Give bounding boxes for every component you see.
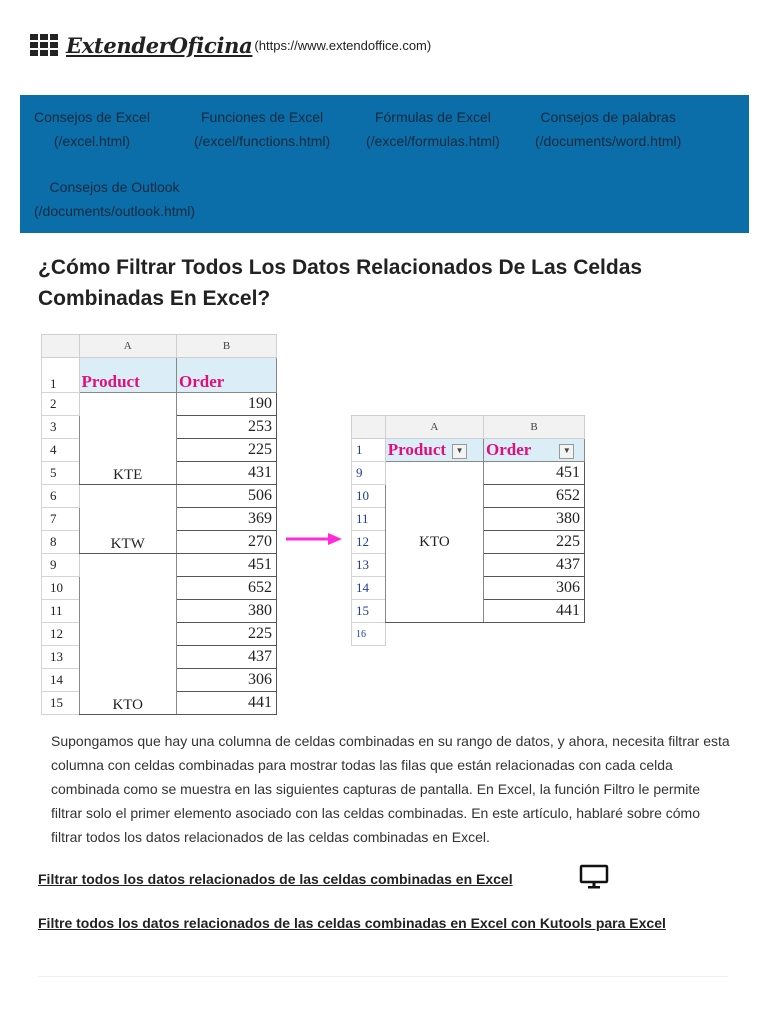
nav-link: (/documents/word.html) xyxy=(535,133,682,149)
column-header-b: B xyxy=(483,416,584,439)
order-value-cell: 451 xyxy=(483,462,584,485)
table-row xyxy=(42,485,277,508)
row-number: 12 xyxy=(352,531,386,554)
merged-cell-kte xyxy=(79,393,176,485)
order-value-cell: 441 xyxy=(483,600,584,623)
row-number: 15 xyxy=(42,692,80,715)
order-value-cell: 441 xyxy=(176,692,276,715)
corner-cell xyxy=(352,416,386,439)
row-number: 5 xyxy=(42,462,80,485)
order-value-cell: 431 xyxy=(176,462,276,485)
header-row xyxy=(352,439,585,462)
toc-link-filter-merged-cells[interactable]: Filtrar todos los datos relacionados de las celdas combinadas en Excel xyxy=(38,871,513,887)
table-row xyxy=(42,554,277,577)
nav-item-excel-functions[interactable] xyxy=(194,105,330,153)
url-close-paren: ) xyxy=(426,37,432,53)
table-row xyxy=(42,393,277,416)
row-number: 16 xyxy=(352,623,386,646)
row-number: 8 xyxy=(42,531,80,554)
spreadsheet-table xyxy=(351,415,585,646)
order-value-cell: 652 xyxy=(176,577,276,600)
page-title: ¿Cómo Filtrar Todos Los Datos Relacionados De Las Celdas Combinadas En Excel? xyxy=(38,256,643,310)
table-row xyxy=(352,623,585,646)
order-value-cell: 652 xyxy=(483,485,584,508)
toc-link-filter-kutools[interactable]: Filtre todos los datos relacionados de las celdas combinadas en Excel con Kutools para Excel xyxy=(38,915,666,931)
row-number: 13 xyxy=(352,554,386,577)
row-number: 1 xyxy=(42,358,80,393)
url-open-paren: ( xyxy=(254,37,259,53)
order-value-cell: 306 xyxy=(176,669,276,692)
row-number: 6 xyxy=(42,485,80,508)
nav-item-word-tips[interactable] xyxy=(535,105,681,153)
divider xyxy=(38,976,728,977)
order-value-cell: 437 xyxy=(483,554,584,577)
row-number: 12 xyxy=(42,623,80,646)
site-header xyxy=(30,30,431,60)
nav-item-excel-tips[interactable] xyxy=(34,105,150,153)
header-row xyxy=(42,358,277,393)
intro-paragraph: Supongamos que hay una columna de celdas combinadas en su rango de datos, y ahora, necesita filtrar esta columna con celdas combinadas para mostrar todas las filas que están relacionadas con cada celda combinada como se muestra en las siguientes capturas de pantalla. En Excel, la función Filtro le permite filtrar solo el primer elemento asociado con las celdas combinadas. En este artículo, hablaré sobre cómo filtrar todos los datos relacionados de las celdas combinadas en Excel. xyxy=(51,733,730,845)
row-number: 2 xyxy=(42,393,80,416)
arrow-shape xyxy=(286,533,342,545)
merged-cell-label: KTE xyxy=(113,467,143,483)
order-header-cell xyxy=(483,439,584,462)
nav-link: (/excel/functions.html) xyxy=(194,133,331,149)
order-value-cell: 306 xyxy=(483,577,584,600)
empty-cell xyxy=(385,623,483,646)
empty-cell xyxy=(483,623,584,646)
row-number: 13 xyxy=(42,646,80,669)
order-value-cell: 506 xyxy=(176,485,276,508)
column-header-row xyxy=(352,416,585,439)
site-url-link[interactable]: https://www.extendoffice.com xyxy=(258,37,427,53)
row-number: 4 xyxy=(42,439,80,462)
row-number: 14 xyxy=(42,669,80,692)
site-url xyxy=(254,38,431,53)
nav-label: Fórmulas de Excel xyxy=(374,109,491,125)
nav-link: (/excel/formulas.html) xyxy=(366,133,500,149)
nav-link: (/excel.html) xyxy=(53,133,131,149)
nav-item-excel-formulas[interactable] xyxy=(366,105,500,153)
row-number: 9 xyxy=(352,462,386,485)
nav-label: Consejos de Excel xyxy=(34,109,150,125)
merged-cell-kto xyxy=(385,462,483,623)
main-navigation xyxy=(20,95,749,233)
corner-cell xyxy=(42,335,80,358)
row-number: 10 xyxy=(352,485,386,508)
product-header-cell xyxy=(385,439,483,462)
row-number: 7 xyxy=(42,508,80,531)
order-value-cell: 451 xyxy=(176,554,276,577)
column-header-b: B xyxy=(176,335,276,358)
arrow-right-icon xyxy=(284,531,344,547)
order-value-cell: 225 xyxy=(483,531,584,554)
row-number: 14 xyxy=(352,577,386,600)
merged-cell-label: KTW xyxy=(110,536,145,552)
row-number: 11 xyxy=(42,600,80,623)
order-value-cell: 225 xyxy=(176,623,276,646)
row-number: 9 xyxy=(42,554,80,577)
order-value-cell: 270 xyxy=(176,531,276,554)
order-value-cell: 225 xyxy=(176,439,276,462)
nav-label: Funciones de Excel xyxy=(200,109,324,125)
nav-label: Consejos de Outlook xyxy=(49,179,180,195)
order-value-cell: 190 xyxy=(176,393,276,416)
product-header-cell: Product xyxy=(79,358,176,393)
spreadsheet-after-image xyxy=(351,415,585,647)
logo-grid-icon[interactable] xyxy=(30,34,62,56)
merged-cell-label: KTO xyxy=(419,533,450,550)
order-value-cell: 253 xyxy=(176,416,276,439)
filter-dropdown-icon[interactable]: ▼ xyxy=(452,444,467,459)
order-value-cell: 437 xyxy=(176,646,276,669)
order-header-label: Order xyxy=(485,440,532,459)
nav-item-outlook-tips[interactable] xyxy=(34,175,195,223)
row-number: 1 xyxy=(352,439,386,462)
row-number: 11 xyxy=(352,508,386,531)
column-header-row xyxy=(42,335,277,358)
product-header-label: Product xyxy=(387,440,447,459)
order-value-cell: 380 xyxy=(483,508,584,531)
row-number: 15 xyxy=(352,600,386,623)
nav-label: Consejos de palabras xyxy=(540,109,676,125)
column-header-a: A xyxy=(79,335,176,358)
order-value-cell: 369 xyxy=(176,508,276,531)
column-header-a: A xyxy=(385,416,483,439)
merged-cell-ktw xyxy=(79,485,176,554)
order-header-cell: Order xyxy=(176,358,276,393)
merged-cell-label: KTO xyxy=(112,697,144,713)
row-number: 3 xyxy=(42,416,80,439)
merged-cell-kto xyxy=(79,554,176,715)
monitor-icon[interactable] xyxy=(578,864,610,890)
spreadsheet-before-image xyxy=(41,334,277,726)
nav-link: (/documents/outlook.html) xyxy=(34,203,196,219)
order-value-cell: 380 xyxy=(176,600,276,623)
filter-dropdown-icon[interactable]: ▼ xyxy=(559,444,574,459)
spreadsheet-table xyxy=(41,334,277,715)
site-logo-link[interactable]: ExtenderOficina xyxy=(66,32,253,58)
table-row xyxy=(352,462,585,485)
row-number: 10 xyxy=(42,577,80,600)
